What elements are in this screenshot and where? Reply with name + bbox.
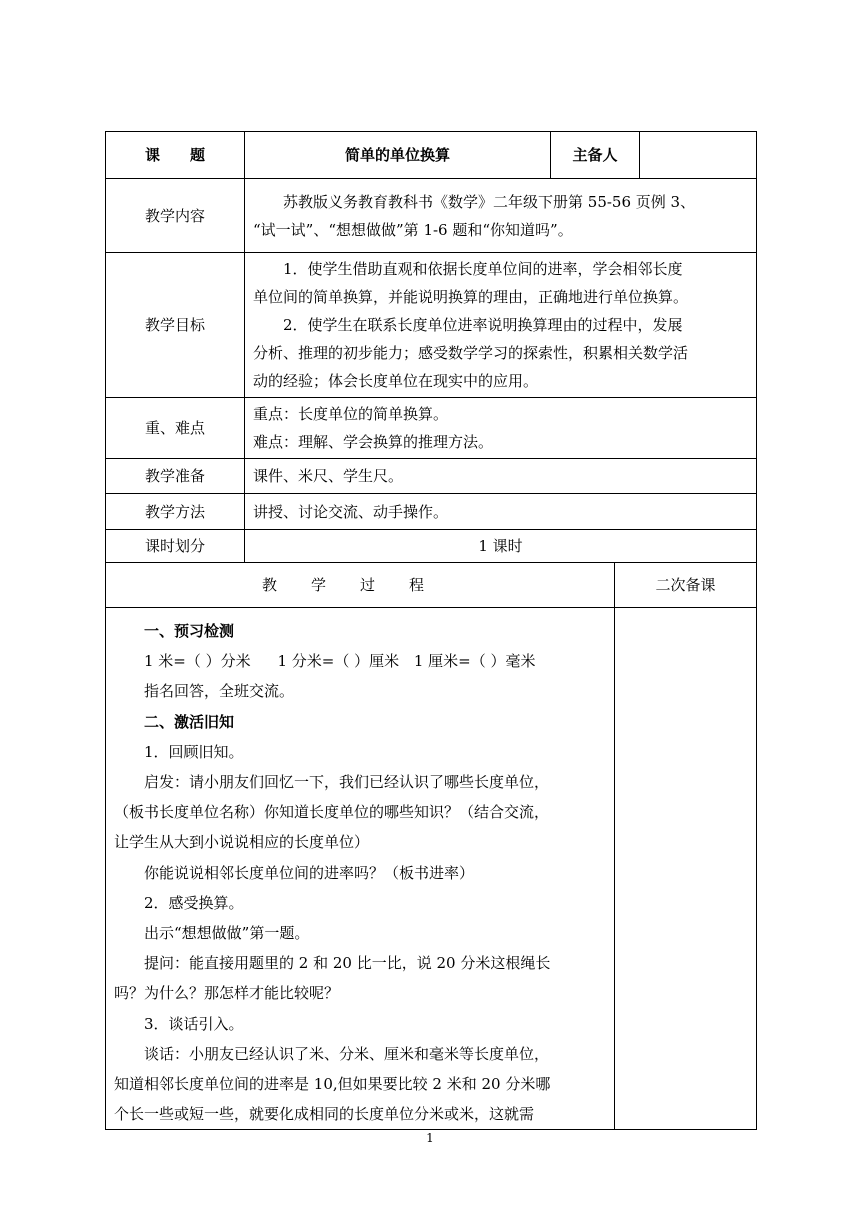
text-line: 出示“想想做做”第一题。	[144, 924, 310, 943]
content-line: “试一试”、“想想做做”第 1-6 题和“你知道吗”。	[253, 220, 573, 239]
hours-row	[106, 530, 757, 563]
section-title: 一、预习检测	[144, 622, 235, 640]
page-number: 1	[426, 1131, 434, 1145]
topic-value: 简单的单位换算	[245, 132, 551, 179]
prep-label: 教学准备	[106, 459, 245, 494]
method-label: 教学方法	[106, 494, 245, 530]
content-row	[106, 179, 757, 253]
question-3: 1 厘米=（ ）毫米	[413, 652, 536, 671]
content-line: 苏教版义务教育教科书《数学》二年级下册第 55-56 页例 3、	[283, 192, 696, 211]
second-prep-heading: 二次备课	[615, 563, 757, 608]
keypoints-label: 重、难点	[106, 398, 245, 459]
goals-line: 动的经验；体会长度单位在现实中的应用。	[253, 372, 539, 390]
topic-row	[106, 132, 757, 179]
hours-value: 1 课时	[245, 530, 757, 563]
text-line: 指名回答，全班交流。	[144, 682, 295, 701]
prep-row	[106, 459, 757, 494]
topic-label: 课 题	[106, 132, 245, 179]
process-header-row	[106, 563, 757, 608]
step-title: 1．回顾旧知。	[144, 742, 244, 761]
keypoints-row	[106, 398, 757, 459]
hours-label: 课时划分	[106, 530, 245, 563]
question-2: 1 分米=（ ）厘米	[277, 652, 400, 671]
text-line: 吗？为什么？那怎样才能比较呢？	[114, 984, 340, 1003]
goals-cell	[245, 253, 757, 398]
content-label: 教学内容	[106, 179, 245, 253]
text-line: 启发：请小朋友们回忆一下，我们已经认识了哪些长度单位，	[144, 773, 550, 792]
goals-line: 单位间的简单换算，并能说明换算的理由，正确地进行单位换算。	[253, 288, 689, 306]
text-line: 提问：能直接用题里的 2 和 20 比一比，说 20 分米这根绳长	[144, 954, 551, 973]
step-title: 3．谈话引入。	[144, 1014, 244, 1033]
process-body-row	[106, 608, 757, 1130]
goals-line: 2．使学生在联系长度单位进率说明换算理由的过程中，发展	[283, 316, 683, 334]
text-line: （板书长度单位名称）你知道长度单位的哪些知识？（结合交流，	[114, 803, 550, 822]
keypoints-line: 难点：理解、学会换算的推理方法。	[253, 433, 494, 451]
goals-line: 分析、推理的初步能力；感受数学学习的探索性，积累相关数学活	[253, 344, 689, 362]
method-row	[106, 494, 757, 530]
goals-line: 1．使学生借助直观和依据长度单位间的进率，学会相邻长度	[283, 260, 683, 278]
preparer-label: 主备人	[551, 132, 640, 179]
section-title: 二、激活旧知	[144, 712, 235, 731]
text-line: 你能说说相邻长度单位间的进率吗？（板书进率）	[144, 863, 475, 882]
prep-value: 课件、米尺、学生尺。	[245, 459, 757, 494]
goals-label: 教学目标	[106, 253, 245, 398]
keypoints-cell	[245, 398, 757, 459]
question-1: 1 米=（ ）分米	[144, 652, 251, 671]
text-line: 让学生从大到小说说相应的长度单位）	[114, 833, 370, 852]
text-line: 个长一些或短一些，就要化成相同的长度单位分米或米，这就需	[114, 1105, 535, 1124]
process-heading: 教学过程	[106, 563, 615, 608]
process-body	[106, 608, 615, 1130]
text-line: 知道相邻长度单位间的进率是 10,但如果要比较 2 米和 20 分米哪	[114, 1075, 551, 1094]
second-prep-cell	[615, 608, 757, 1130]
preview-questions	[114, 646, 608, 676]
text-line: 谈话：小朋友已经认识了米、分米、厘米和毫米等长度单位，	[144, 1044, 550, 1063]
keypoints-line: 重点：长度单位的简单换算。	[253, 405, 449, 423]
step-title: 2．感受换算。	[144, 893, 244, 912]
method-value: 讲授、讨论交流、动手操作。	[245, 494, 757, 530]
goals-row	[106, 253, 757, 398]
content-cell	[245, 179, 757, 253]
preparer-value	[640, 132, 757, 179]
lesson-plan-table	[105, 131, 757, 1130]
